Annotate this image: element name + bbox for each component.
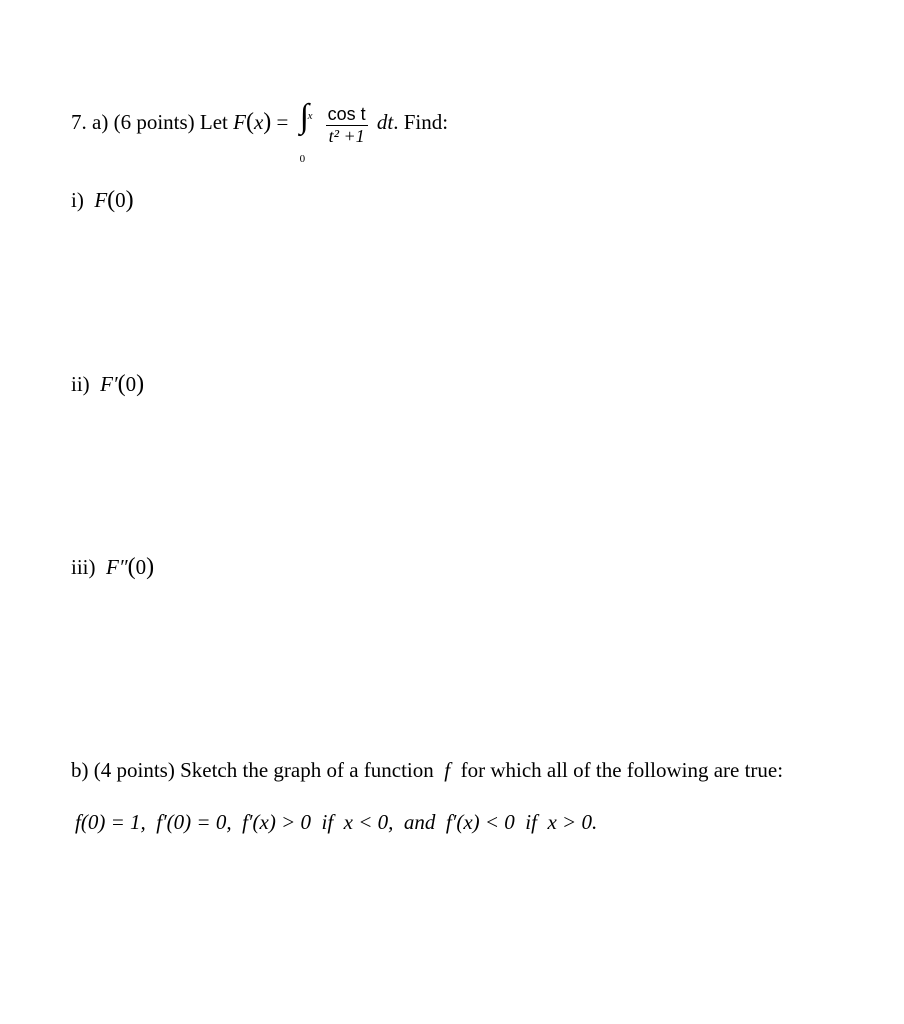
differential: dt (376, 110, 394, 134)
item-i: i) F(0) (71, 187, 134, 213)
item-i-arg: 0 (115, 188, 126, 212)
problem-number: 7. (71, 110, 87, 134)
part-b-points: (4 points) (93, 758, 175, 782)
integral-sign: ∫ x 0 (298, 104, 320, 144)
item-i-label: i) (71, 188, 84, 212)
part-b-question (71, 756, 783, 784)
integrand-numerator: cos t (327, 103, 366, 124)
item-ii: ii) F′(0) (71, 371, 145, 397)
item-ii-expr: F′ (100, 372, 118, 396)
part-b-label: b) (71, 758, 89, 782)
part-b-text-after: for which all of the following are true: (460, 758, 784, 782)
find-text: . Find: (393, 110, 449, 134)
integral-lower-limit: 0 (299, 153, 306, 166)
part-a-points: (6 points) (113, 110, 195, 134)
function-variable: x (253, 110, 264, 134)
part-a-label: a) (92, 110, 109, 134)
part-b-function-name: f (444, 758, 451, 782)
part-a-question: 7. a) (6 points) Let F(x) = ∫ x 0 $\frac{\text{cos t}}{\text{t² +1}}$ dt. Find: (71, 100, 448, 144)
item-iii-arg: 0 (135, 555, 147, 579)
part-b-text-before: Sketch the graph of a function (180, 758, 434, 782)
equals-sign: = (276, 110, 289, 134)
integrand-denominator: t² +1 (328, 125, 365, 146)
item-ii-label: ii) (71, 372, 90, 396)
integral-upper-limit: x (307, 110, 313, 123)
part-b-conditions: f(0) = 1, f′(0) = 0, f′(x) > 0 if x < 0, and f′(x) < 0 if x > 0. (75, 810, 598, 834)
item-iii: iii) F″(0) (71, 554, 155, 580)
item-iii-label: iii) (71, 555, 96, 579)
integrand-fraction (326, 103, 368, 146)
item-i-expr: F (94, 188, 108, 212)
part-a-intro: Let (199, 110, 228, 134)
item-iii-expr: F″ (106, 555, 128, 579)
function-name: F (233, 110, 246, 134)
item-ii-arg: 0 (125, 372, 137, 396)
